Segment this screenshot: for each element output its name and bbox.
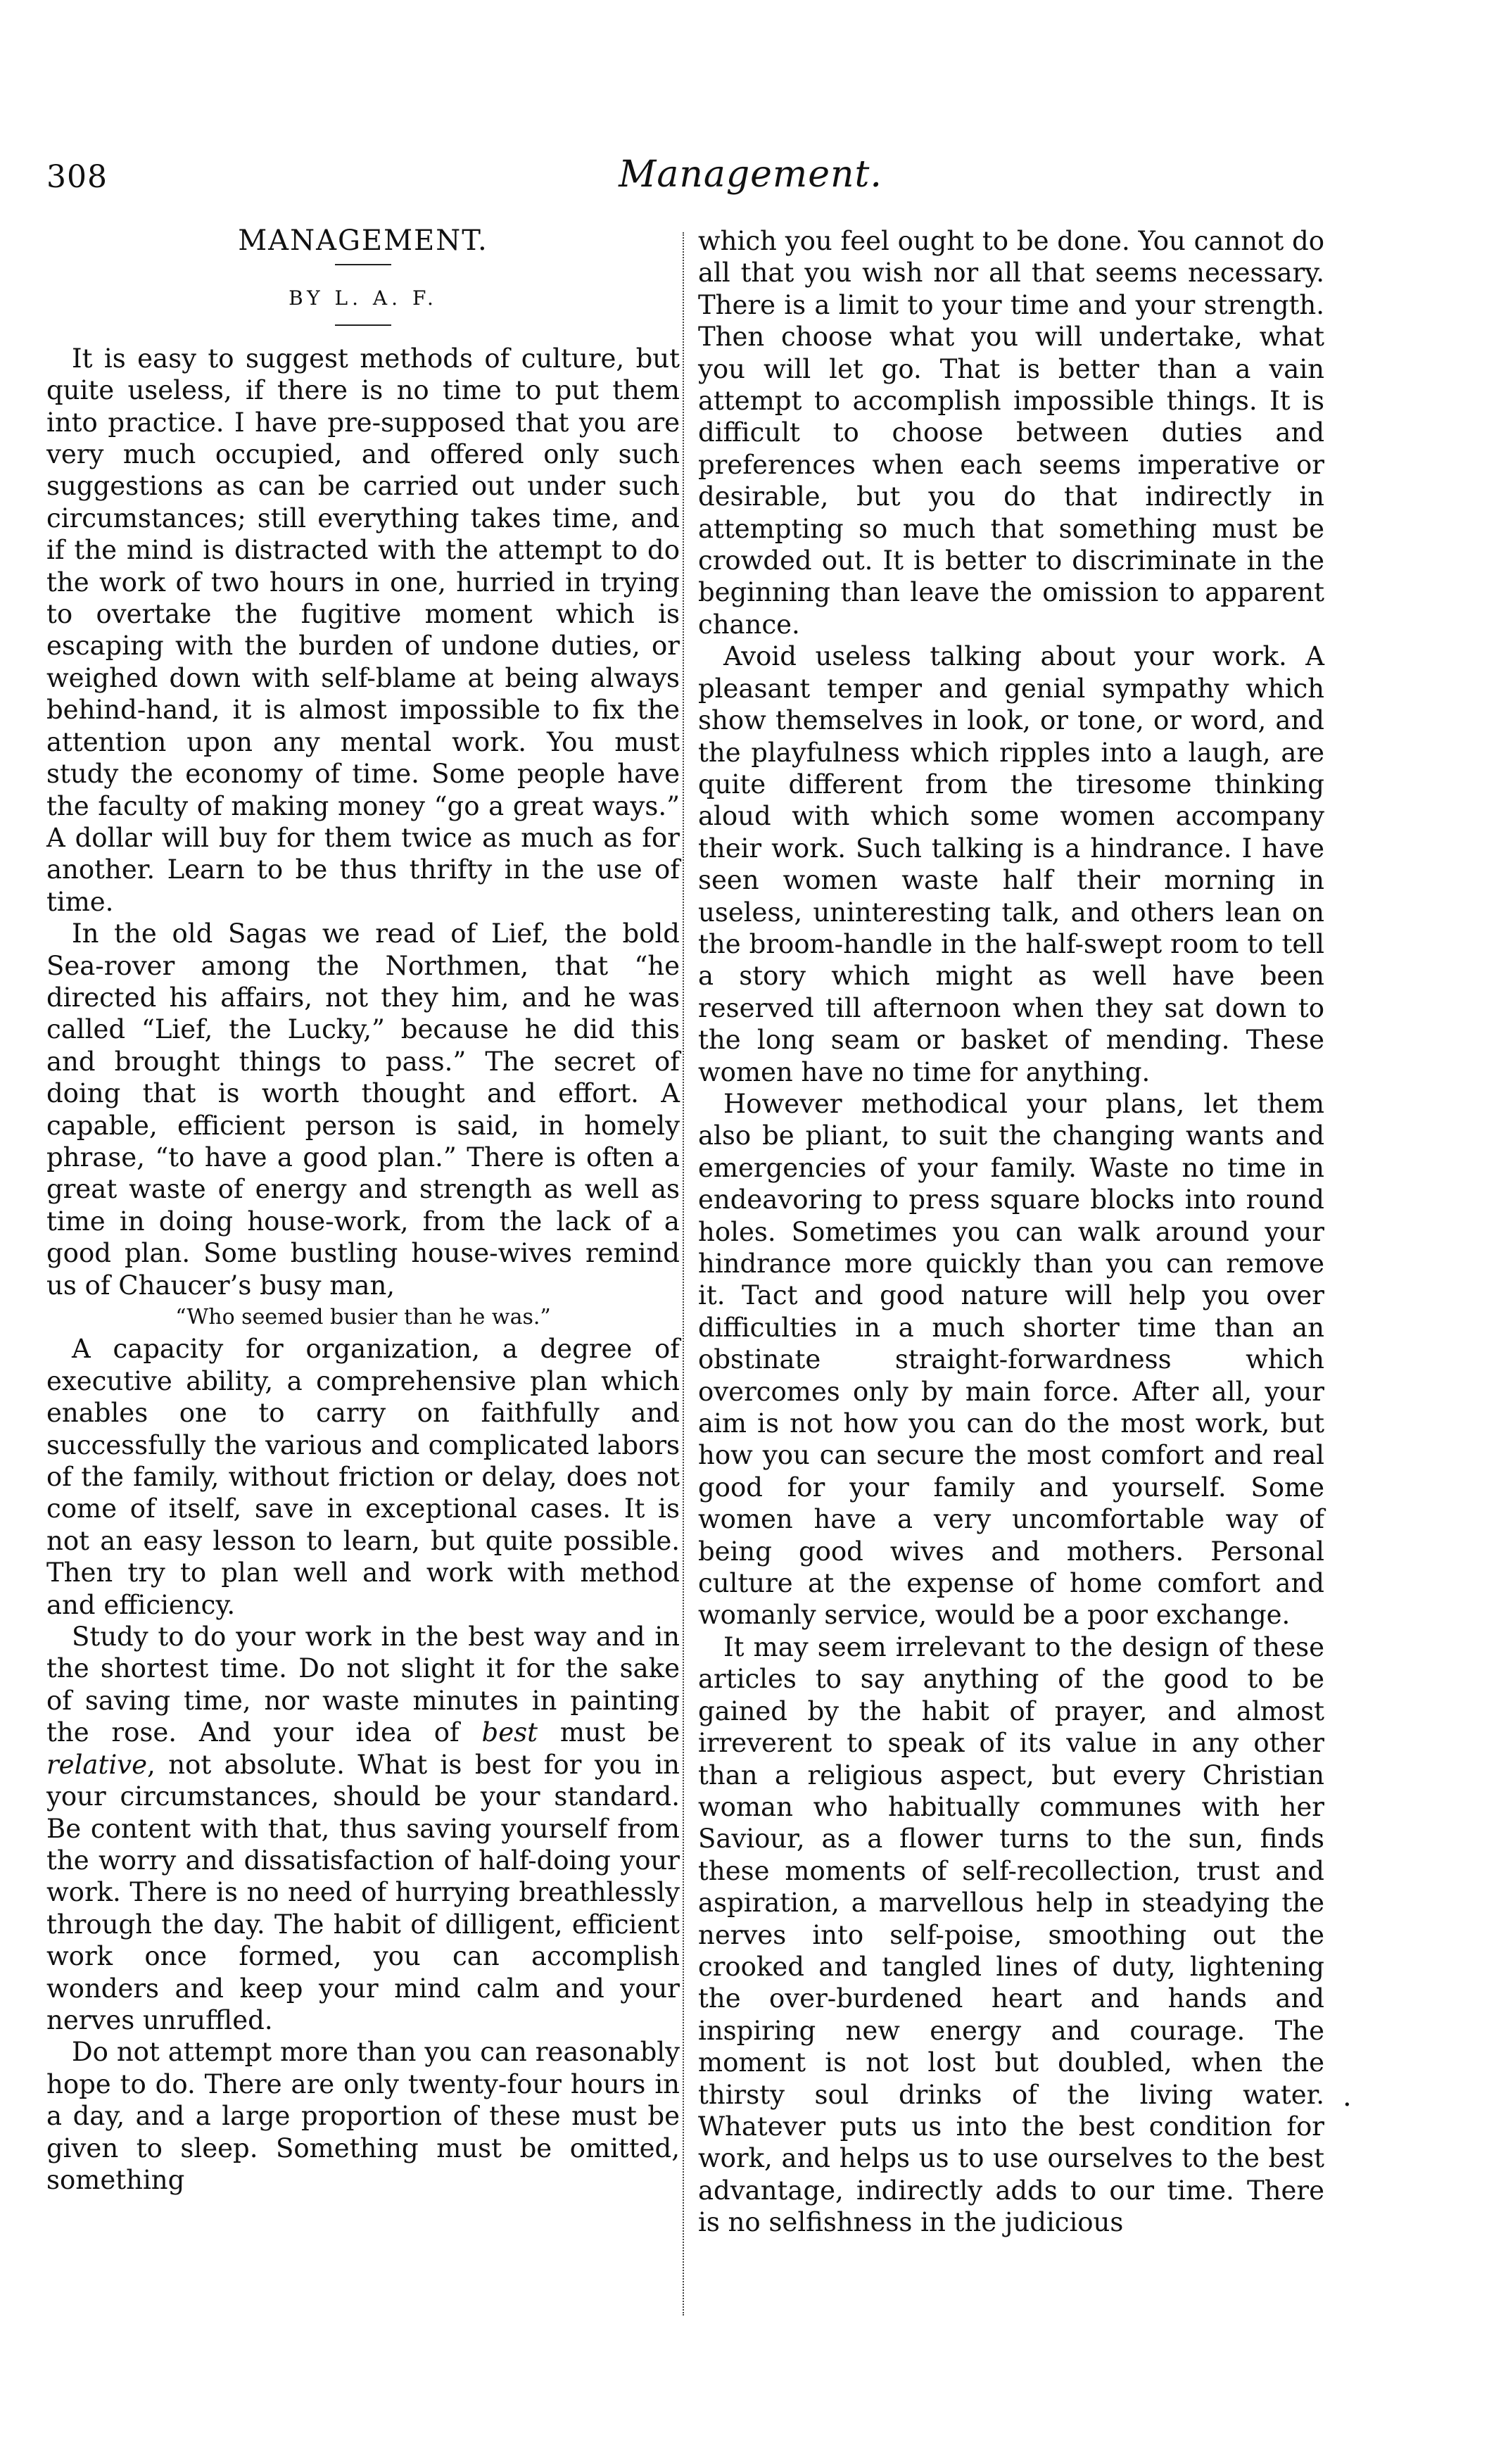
running-title: Management. (619, 153, 882, 196)
text-run: must be (538, 1717, 680, 1748)
article-title: MANAGEMENT. (238, 225, 488, 257)
paragraph: which you feel ought to be done. You cannot do all that you wish nor all that seems necessary. There is a limit to your time and your strength. Then choose what you will undertake, what you will let go. That is better than a vain attempt to accomplish impossible things. It is difficult to choose between duties and preferences when each seems imperative or desirable, but you do that indirectly in attempting so much that something must be crowded out. It is better to discriminate in the beginning than leave the omission to apparent chance. (698, 226, 1324, 640)
paragraph: A capacity for organization, a degree of executive ability, a comprehensive plan which enables one to carry on faithfully and successfully the various and complicated labors of the family, without friction or delay, does not come of itself, save in exceptional cases. It is not an easy lesson to learn, but quite possible. Then try to plan well and work with method and efficiency. (46, 1334, 680, 1620)
byline: BY L. A. F. (289, 286, 438, 310)
paragraph: It is easy to suggest methods of culture, but quite useless, if there is no time to put them into practice. I have pre-supposed that you are very much occupied, and offered only such suggestions as can be carried out under such circumstances; still everything takes time, and if the mind is distracted with the attempt to do the work of two hours in one, hurried in trying to overtake the fugitive moment which is escaping with the burden of undone duties, or weighed down with self-blame at being always behind-hand, it is almost impossible to fix the attention upon any mental work. You must study the economy of time. Some people have the faculty of making money “go a great ways.” A dollar will buy for them twice as much as for another. Learn to be thus thrifty in the use of time. (46, 343, 680, 917)
paragraph: It may seem irrelevant to the design of these articles to say anything of the good to be gained by the habit of prayer, and almost irreverent to speak of its value in any other than a religious aspect, but every Christian woman who habitually communes with her Saviour, as a flower turns to the sun, finds these moments of self-recollection, trust and aspiration, a marvellous help in steadying the nerves into self-poise, smoothing out the crooked and tangled lines of duty, lightening the over-burdened heart and hands and inspiring new energy and courage. The moment is not lost but doubled, when the thirsty soul drinks of the living water. Whatever puts us into the best condition for work, and helps us to use ourselves to the best advantage, indirectly adds to our time. There is no selfishness in the judicious (698, 1631, 1324, 2238)
quotation: “Who seemed busier than he was.” (175, 1305, 551, 1329)
paragraph: However methodical your plans, let them also be pliant, to suit the changing wants and emergencies of your family. Waste no time in endeavoring to press square blocks into round holes. Sometimes you can walk around your hindrance more quickly than you can remove it. Tact and good nature will help you over difficulties in a much shorter time than an obstinate straight-forwardness which overcomes only by main force. After all, your aim is not how you can do the most work, but how you can secure the most comfort and real good for your family and yourself. Some women have a very uncomfortable way of being good wives and mothers. Personal culture at the expense of home comfort and womanly service, would be a poor exchange. (698, 1088, 1324, 1631)
paragraph: Do not attempt more than you can reasonably hope to do. There are only twenty-four hours in a day, and a large proportion of these must be given to sleep. Something must be omitted, something (46, 2037, 680, 2195)
italic-word-best: best (481, 1717, 538, 1748)
title-rule (335, 264, 391, 265)
paragraph (46, 1621, 680, 2036)
page-number: 308 (46, 159, 108, 195)
italic-word-relative: relative (46, 1749, 147, 1780)
stray-ink-dot: · (1343, 2089, 1352, 2121)
byline-rule (335, 324, 391, 326)
paragraph: Avoid useless talking about your work. A pleasant temper and genial sympathy which show themselves in look, or tone, or word, and the playfulness which ripples into a laugh, are quite different from the tiresome thinking aloud with which some women accompany their work. Such talking is a hindrance. I have seen women waste half their morning in useless, uninteresting talk, and others lean on the broom-handle in the half-swept room to tell a story which might as well have been reserved till afternoon when they sat down to the long seam or basket of mending. These women have no time for anything. (698, 641, 1324, 1087)
left-column (46, 225, 680, 2196)
column-divider (683, 232, 685, 2315)
text-run: Study to do your work in the best way and in the shortest time. Do not slight it for the sake of saving time, nor waste minutes in painting the rose. And your idea of (46, 1622, 680, 1748)
paragraph: In the old Sagas we read of Lief, the bold Sea-rover among the Northmen, that “he directed his affairs, not they him, and he was called “Lief, the Lucky,” because he did this and brought things to pass.” The secret of doing that is worth thought and effort. A capable, efficient person is said, in homely phrase, “to have a good plan.” There is often a great waste of energy and strength as well as time in doing house-work, from the lack of a good plan. Some bustling house-wives remind us of Chaucer’s busy man, (46, 918, 680, 1301)
right-column (698, 225, 1324, 2239)
text-run: , not absolute. What is best for you in your circumstances, should be your standard. Be content with that, thus saving yourself from the worry and dissatisfaction of half-doing your work. There is no need of hurrying breathlessly through the day. The habit of dilligent, efficient work once formed, you can accomplish wonders and keep your mind calm and your nerves unruffled. (46, 1749, 680, 2035)
